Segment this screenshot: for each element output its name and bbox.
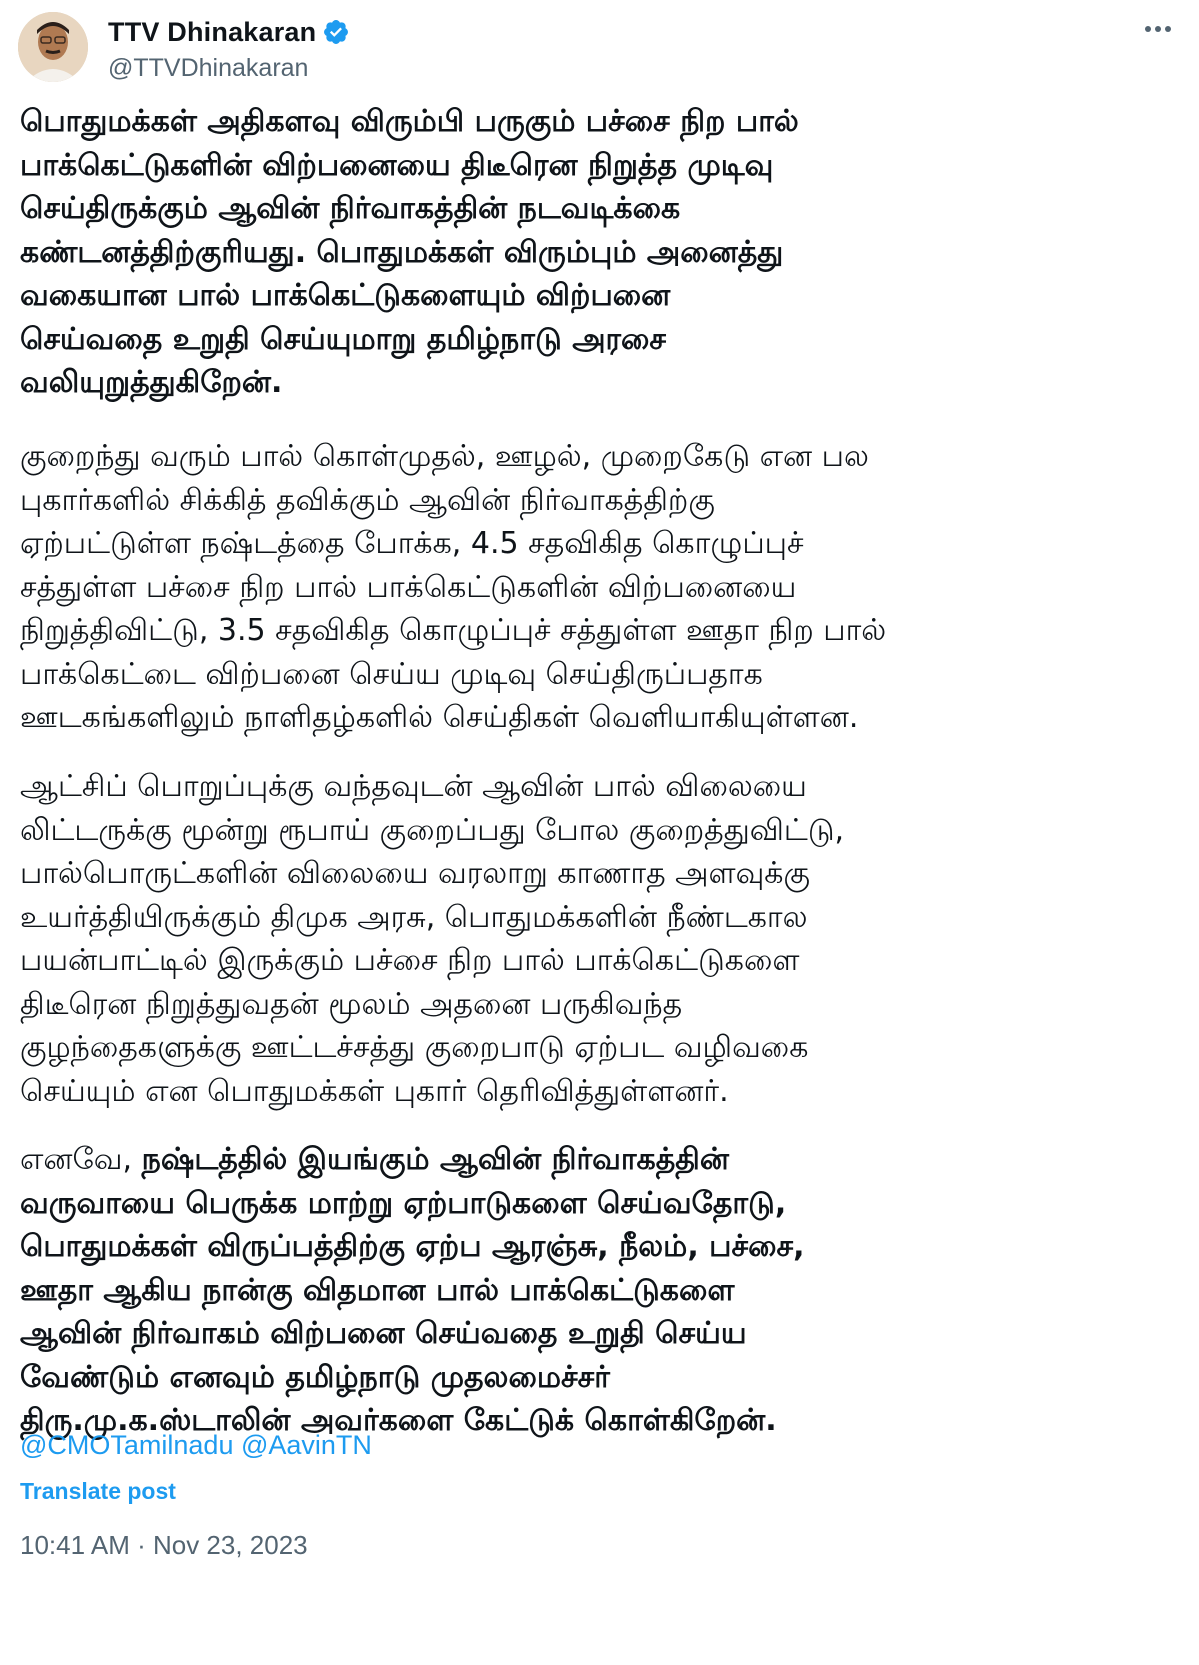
post-time[interactable]: 10:41 AM: [20, 1530, 130, 1560]
verified-badge-icon: [322, 18, 350, 46]
post-date[interactable]: Nov 23, 2023: [152, 1530, 308, 1560]
translate-post-link[interactable]: Translate post: [20, 1478, 176, 1504]
timestamp-separator: ·: [129, 1530, 153, 1560]
tweet-header: [18, 10, 1178, 82]
paragraph-3: ஆட்சிப் பொறுப்புக்கு வந்தவுடன் ஆவின் பால் விலையை லிட்டருக்கு மூன்று ரூபாய் குறைப்பது போல குறைத்துவிட்டு, பால்பொருட்களின் விலையை வரலாறு காணாத அளவுக்கு உயர்த்தியிருக்கும் திமுக அரசு, பொதுமக்களின் நீண்டகால பயன்பாட்டில் இருக்கும் பச்சை நிற பால் பாக்கெட்டுகளை திடீரென நிறுத்துவதன் மூலம் அதனை பருகிவந்த குழந்தைகளுக்கு ஊட்டச்சத்து குறைபாடு ஏற்பட வழிவகை செய்யும் என பொதுமக்கள் புகார் தெரிவித்துள்ளனர்.: [20, 769, 845, 1109]
avatar[interactable]: [18, 12, 88, 82]
paragraph-2: குறைந்து வரும் பால் கொள்முதல், ஊழல், முறைகேடு என பல புகார்களில் சிக்கித் தவிக்கும் ஆவின் நிர்வாகத்திற்கு ஏற்பட்டுள்ள நஷ்டத்தை போக்க, 4.5 சதவிகித கொழுப்புச் சத்துள்ள பச்சை நிற பால் பாக்கெட்டுகளின் விற்பனையை நிறுத்திவிட்டு, 3.5 சதவிகித கொழுப்புச் சத்துள்ள ஊதா நிற பால் பாக்கெட்டை விற்பனை செய்ய முடிவு செய்திருப்பதாக ஊடகங்களிலும் நாளிதழ்களில் செய்திகள் வெளியாகியுள்ளன.: [20, 439, 887, 735]
paragraph-4: [20, 1138, 805, 1443]
more-horizontal-icon[interactable]: [1138, 14, 1178, 44]
mention-cmotamilnadu[interactable]: @CMOTamilnadu: [20, 1430, 234, 1460]
paragraph-4-bold: நஷ்டத்தில் இயங்கும் ஆவின் நிர்வாகத்தின் வருவாயை பெருக்க மாற்று ஏற்பாடுகளை செய்வதோடு, பொதுமக்கள் விருப்பத்திற்கு ஏற்ப ஆரஞ்சு, நீலம், பச்சை, ஊதா ஆகிய நான்கு விதமான பால் பாக்கெட்டுகளை ஆவின் நிர்வாகம் விற்பனை செய்வதை உறுதி செய்ய வேண்டும் எனவும் தமிழ்நாடு முதலமைச்சர் திரு.மு.க.ஸ்டாலின் அவர்களை கேட்டுக் கொள்கிறேன்.: [20, 1142, 805, 1438]
author-display-name[interactable]: TTV Dhinakaran: [108, 16, 317, 47]
mention-aavintn[interactable]: @AavinTN: [240, 1430, 372, 1460]
paragraph-4-lead: எனவே,: [20, 1142, 142, 1177]
author-info: [108, 14, 350, 83]
post-timestamp: [20, 1530, 308, 1561]
author-handle[interactable]: @TTVDhinakaran: [108, 54, 309, 82]
paragraph-1: பொதுமக்கள் அதிகளவு விரும்பி பருகும் பச்சை நிற பால் பாக்கெட்டுகளின் விற்பனையை திடீரென நிறுத்த முடிவு செய்திருக்கும் ஆவின் நிர்வாகத்தின் நடவடிக்கை கண்டனத்திற்குரியது. பொதுமக்கள் விரும்பும் அனைத்து வகையான பால் பாக்கெட்டுகளையும் விற்பனை செய்வதை உறுதி செய்யுமாறு தமிழ்நாடு அரசை வலியுறுத்துகிறேன்.: [20, 104, 799, 400]
mentions: [20, 1430, 372, 1461]
